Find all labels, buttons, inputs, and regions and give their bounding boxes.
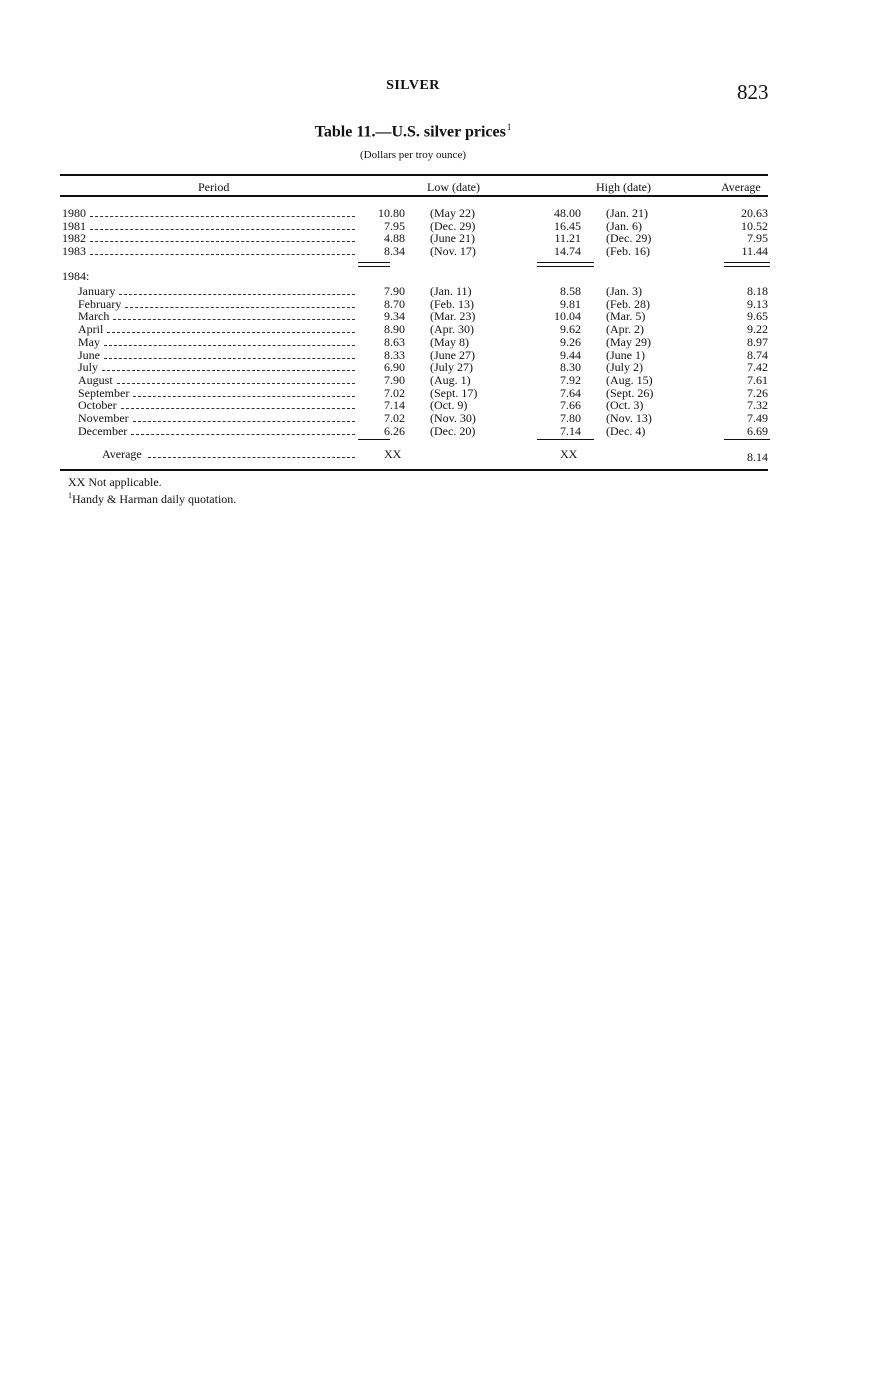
low-value: 7.95	[384, 218, 405, 233]
leader-dots	[90, 216, 355, 217]
low-value: 8.34	[384, 244, 405, 259]
leader-dots	[117, 383, 355, 384]
high-value: 11.21	[554, 231, 581, 246]
low-date: (June 21)	[430, 231, 475, 246]
period-label: April	[78, 322, 104, 337]
low-date: (Sept. 17)	[430, 385, 478, 400]
high-value: 7.64	[560, 385, 581, 400]
low-date: (Oct. 9)	[430, 398, 468, 413]
high-value: 9.26	[560, 334, 581, 349]
table-top-rule	[60, 174, 768, 176]
table-row	[0, 336, 894, 349]
low-date: (Jan. 11)	[430, 284, 472, 298]
period-label: 1982	[62, 231, 86, 246]
average-value: 10.52	[741, 218, 768, 233]
average-high-value: XX	[560, 447, 578, 461]
period-label: December	[78, 423, 128, 438]
high-value: 7.14	[560, 423, 581, 438]
period-label: January	[78, 284, 116, 298]
high-value: 48.00	[554, 206, 581, 220]
low-date: (May 22)	[430, 206, 475, 220]
period-label: May	[78, 334, 100, 349]
average-value: 20.63	[741, 206, 768, 220]
high-date: (Oct. 3)	[606, 398, 644, 413]
column-header-average: Average	[721, 180, 761, 194]
leader-dots	[107, 332, 355, 333]
low-value: 9.34	[384, 309, 405, 324]
high-date: (May 29)	[606, 334, 651, 349]
low-value: 6.26	[384, 423, 405, 438]
period-label: February	[78, 296, 122, 311]
column-header-low: Low (date)	[427, 180, 480, 194]
period-label: July	[78, 360, 99, 375]
footnote-source-text: Handy & Harman daily quotation.	[72, 492, 237, 506]
low-date: (Mar. 23)	[430, 309, 476, 324]
average-value: 7.32	[747, 398, 768, 413]
leader-dots	[113, 319, 355, 320]
leader-dots	[133, 421, 355, 422]
high-date: (Jan. 3)	[606, 284, 642, 298]
high-value: 14.74	[554, 244, 581, 259]
high-value: 16.45	[554, 218, 581, 233]
low-value: 7.02	[384, 385, 405, 400]
header-bottom-rule	[60, 195, 768, 197]
low-date: (May 8)	[430, 334, 469, 349]
column-header-high: High (date)	[596, 180, 651, 194]
running-head: SILVER	[386, 78, 440, 93]
average-value: 9.13	[747, 296, 768, 311]
low-value: 8.90	[384, 322, 405, 337]
period-label: October	[78, 398, 117, 413]
low-value: 7.14	[384, 398, 405, 413]
average-value: 7.61	[747, 372, 768, 387]
leader-dots	[119, 294, 355, 295]
table-row	[0, 425, 894, 438]
page-number: 823	[737, 80, 769, 104]
period-label: August	[78, 372, 113, 387]
low-value: 4.88	[384, 231, 405, 246]
high-date: (Mar. 5)	[606, 309, 646, 324]
period-label: November	[78, 411, 129, 425]
low-date: (Nov. 17)	[430, 244, 476, 259]
high-date: (Dec. 29)	[606, 231, 652, 246]
average-value: 9.65	[747, 309, 768, 324]
high-date: (Aug. 15)	[606, 372, 653, 387]
period-label: 1980	[62, 206, 86, 220]
high-date: (June 1)	[606, 347, 645, 362]
subtotal-rule	[537, 439, 594, 440]
leader-dots	[131, 434, 355, 435]
high-date: (Feb. 28)	[606, 296, 650, 311]
low-value: 6.90	[384, 360, 405, 375]
low-date: (Apr. 30)	[430, 322, 474, 337]
high-date: (Nov. 13)	[606, 411, 652, 425]
leader-dots	[121, 408, 355, 409]
low-date: (July 27)	[430, 360, 473, 375]
subtotal-rule	[724, 439, 770, 440]
period-label: September	[78, 385, 130, 400]
total-double-rule	[724, 262, 770, 267]
low-value: 10.80	[378, 206, 405, 220]
table-row	[0, 374, 894, 387]
table-bottom-rule	[60, 469, 768, 471]
high-date: (Sept. 26)	[606, 385, 654, 400]
low-value: 7.90	[384, 372, 405, 387]
period-label: 1981	[62, 218, 86, 233]
title-footnote-marker: 1	[506, 122, 512, 132]
leader-dots	[104, 345, 355, 346]
footnote-source	[68, 489, 236, 506]
low-value: 7.02	[384, 411, 405, 425]
footnote-marker: 1	[68, 491, 72, 500]
total-double-rule	[537, 262, 594, 267]
average-value: 6.69	[747, 423, 768, 438]
leader-dots	[104, 358, 355, 359]
average-label: Average	[102, 447, 142, 461]
table-title-text: Table 11.—U.S. silver prices	[314, 123, 506, 141]
high-date: (Dec. 4)	[606, 423, 646, 438]
average-value: 7.42	[747, 360, 768, 375]
high-value: 7.66	[560, 398, 581, 413]
table-subtitle: (Dollars per troy ounce)	[360, 149, 466, 161]
high-value: 7.92	[560, 372, 581, 387]
leader-dots	[90, 254, 355, 255]
period-label: March	[78, 309, 110, 324]
average-value: 7.26	[747, 385, 768, 400]
average-value: 7.49	[747, 411, 768, 425]
average-value: 7.95	[747, 231, 768, 246]
low-value: 8.33	[384, 347, 405, 362]
average-value: 8.97	[747, 334, 768, 349]
leader-dots	[102, 370, 355, 371]
average-value: 11.44	[741, 244, 768, 259]
low-value: 8.63	[384, 334, 405, 349]
high-date: (Jan. 21)	[606, 206, 648, 220]
period-label: June	[78, 347, 100, 362]
average-overall-value: 8.14	[747, 450, 768, 464]
high-value: 10.04	[554, 309, 581, 324]
leader-dots	[125, 307, 355, 308]
high-value: 9.81	[560, 296, 581, 311]
high-date: (Apr. 2)	[606, 322, 644, 337]
leader-dots	[148, 457, 355, 458]
average-value: 8.18	[747, 284, 768, 298]
low-value: 8.70	[384, 296, 405, 311]
low-date: (Nov. 30)	[430, 411, 476, 425]
low-date: (Dec. 20)	[430, 423, 476, 438]
column-header-period: Period	[198, 180, 230, 194]
high-value: 9.62	[560, 322, 581, 337]
subtotal-rule	[358, 439, 390, 440]
year-label: 1984:	[62, 269, 90, 283]
average-low-value: XX	[384, 447, 402, 461]
average-value: 8.74	[747, 347, 768, 362]
table-row	[0, 245, 894, 258]
low-date: (Dec. 29)	[430, 218, 476, 233]
high-date: (Feb. 16)	[606, 244, 650, 259]
leader-dots	[133, 396, 355, 397]
table-title	[0, 122, 826, 141]
low-date: (Feb. 13)	[430, 296, 474, 311]
high-date: (Jan. 6)	[606, 218, 642, 233]
period-label: 1983	[62, 244, 86, 259]
leader-dots	[90, 229, 355, 230]
footnotes	[68, 475, 236, 506]
average-value: 9.22	[747, 322, 768, 337]
leader-dots	[90, 241, 355, 242]
average-row	[0, 447, 894, 464]
low-date: (Aug. 1)	[430, 372, 471, 387]
total-double-rule	[358, 262, 390, 267]
high-value: 7.80	[560, 411, 581, 425]
high-value: 9.44	[560, 347, 581, 362]
low-date: (June 27)	[430, 347, 475, 362]
high-value: 8.30	[560, 360, 581, 375]
low-value: 7.90	[384, 284, 405, 298]
high-date: (July 2)	[606, 360, 643, 375]
high-value: 8.58	[560, 284, 581, 298]
footnote-not-applicable: XX Not applicable.	[68, 475, 162, 489]
